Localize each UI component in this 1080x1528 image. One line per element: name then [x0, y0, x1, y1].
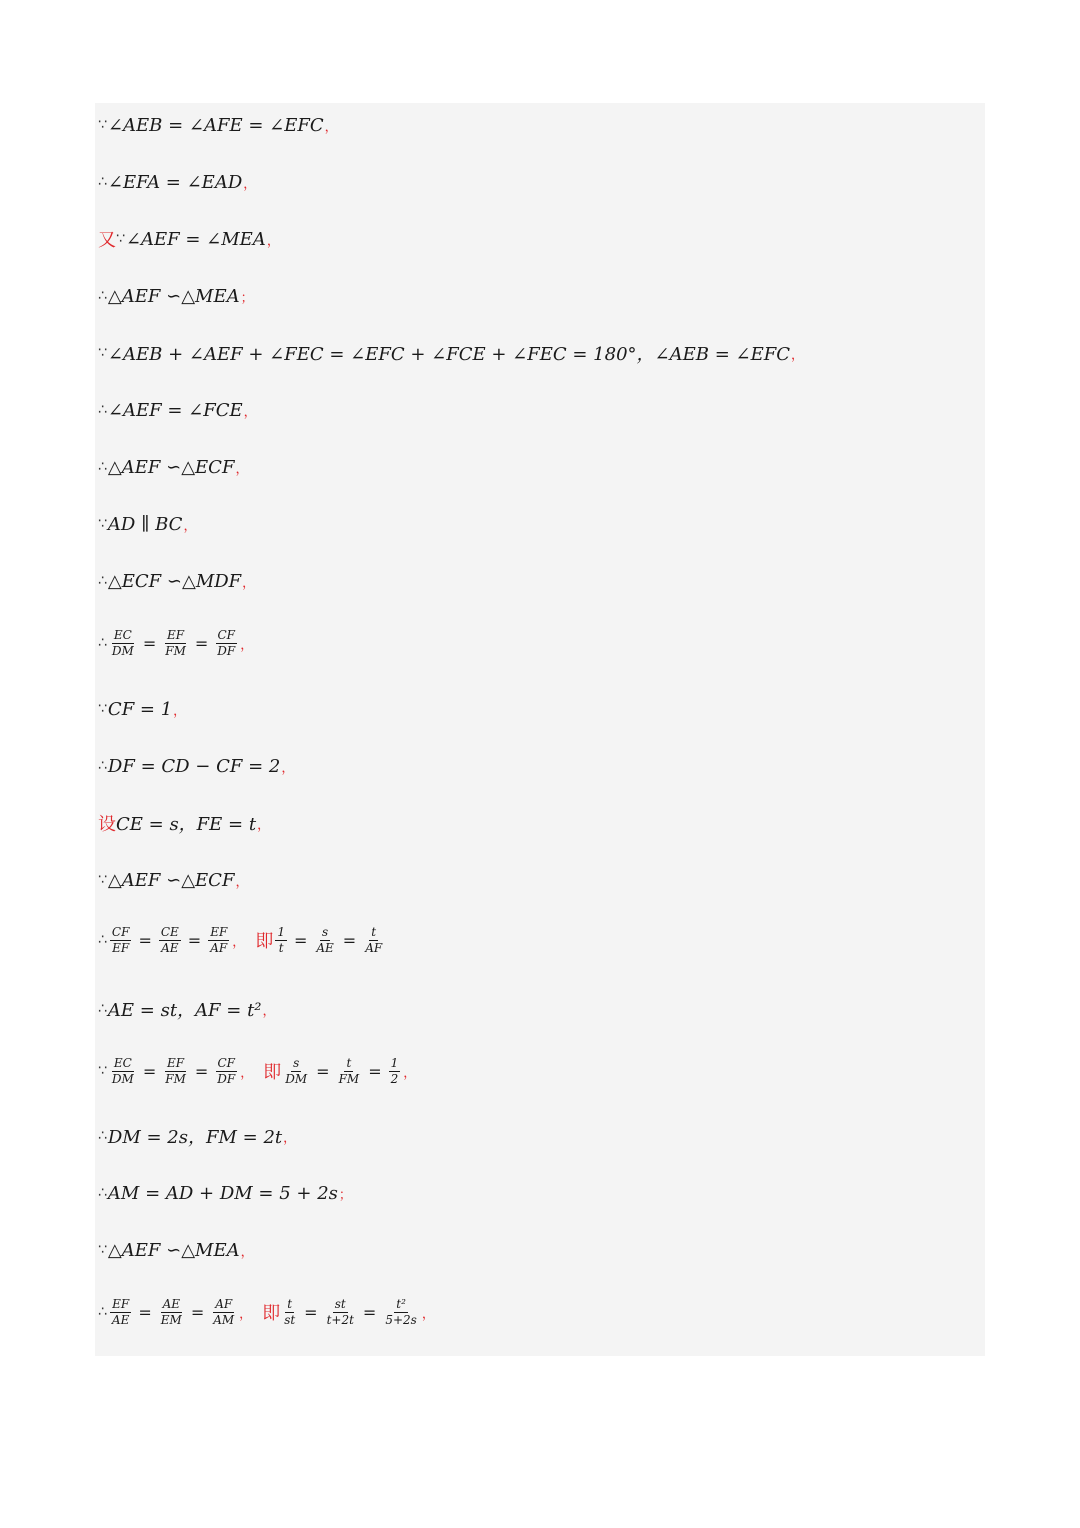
end-punctuation: ，: [283, 1130, 297, 1146]
step-label: 设: [98, 814, 116, 835]
fraction-numerator: EF: [167, 1055, 185, 1070]
logic-symbol: ∴: [98, 573, 107, 589]
fraction-denominator: DF: [217, 1071, 236, 1086]
math-expression: ∠AEB = ∠AFE = ∠EFC: [107, 114, 324, 136]
step-line: [98, 1235, 254, 1265]
equals-sign: =: [368, 1061, 382, 1081]
end-punctuation: ，: [266, 233, 280, 249]
fraction-denominator: AE: [111, 1312, 130, 1327]
fraction: [159, 926, 181, 954]
end-punctuation: ，: [183, 518, 197, 534]
fraction-numerator: t²: [396, 1296, 406, 1311]
equals-sign: =: [304, 1302, 318, 1322]
fraction-numerator: t: [371, 924, 377, 939]
step-line: [98, 224, 280, 254]
logic-symbol: ∵: [98, 1242, 107, 1258]
end-punctuation: ，: [281, 760, 295, 776]
logic-symbol: ∴: [98, 288, 107, 304]
logic-symbol: ∴: [98, 174, 107, 190]
equals-sign: =: [293, 930, 308, 950]
step-line: [98, 694, 186, 724]
fraction-denominator: EF: [112, 940, 130, 955]
fraction-numerator: 1: [277, 924, 285, 939]
fraction-numerator: t: [346, 1055, 352, 1070]
equals-sign: =: [187, 930, 202, 950]
step-line: [98, 751, 294, 781]
fraction: [337, 1057, 362, 1085]
fraction: [208, 926, 229, 954]
step-line: [98, 110, 338, 140]
fraction: [389, 1057, 401, 1085]
fraction: [282, 1298, 297, 1326]
fraction-denominator: DM: [285, 1071, 308, 1086]
fraction-denominator: FM: [165, 643, 186, 658]
end-punctuation: ，: [240, 1244, 254, 1260]
equals-sign: =: [142, 1061, 157, 1081]
fraction-numerator: EF: [167, 627, 185, 642]
math-expression: CE = s，FE = t: [116, 814, 257, 835]
fraction-numerator: s: [321, 924, 329, 939]
logic-symbol: ∴: [98, 1185, 107, 1201]
step-line: [98, 452, 248, 482]
fraction-denominator: t+2t: [326, 1312, 354, 1327]
math-expression: AD ∥ BC: [107, 513, 183, 535]
end-punctuation: ，: [790, 347, 804, 363]
math-expression: ∠EFA = ∠EAD: [107, 171, 243, 193]
fraction: [159, 1298, 184, 1326]
math-expression: △AEF ∽△MEA: [107, 285, 240, 307]
fraction-denominator: AM: [213, 1312, 235, 1327]
fraction-numerator: st: [334, 1296, 346, 1311]
math-expression: AE = st，AF = t²: [107, 1000, 262, 1021]
math-expression: ∠AEF = ∠FCE: [107, 399, 243, 421]
separator-comma: ，: [239, 1306, 253, 1322]
logic-symbol: ∵: [98, 701, 107, 717]
fraction: [283, 1057, 309, 1085]
math-expression: AM = AD + DM = 5 + 2s: [107, 1182, 338, 1204]
step-line: [98, 566, 255, 596]
logic-symbol: ∴: [98, 402, 107, 418]
math-expression: △AEF ∽△MEA: [107, 1239, 240, 1261]
step-line: [98, 808, 270, 838]
logic-symbol: ∵: [98, 516, 107, 532]
step-line: [98, 1178, 352, 1208]
fraction: [163, 629, 188, 657]
end-punctuation: ，: [421, 1306, 435, 1322]
separator-comma: ，: [232, 934, 246, 950]
fraction-denominator: 2: [390, 1071, 399, 1086]
end-punctuation: ，: [324, 119, 338, 135]
logic-symbol: ∵: [116, 231, 125, 247]
step-line: [98, 509, 196, 539]
math-expression: △ECF ∽△MDF: [107, 570, 242, 592]
fraction: [383, 1298, 418, 1326]
fraction-numerator: EF: [210, 924, 228, 939]
logic-symbol: ∴: [98, 635, 107, 651]
logic-symbol: ∴: [98, 1001, 107, 1017]
end-punctuation: ，: [257, 817, 271, 833]
step-label: 即: [255, 931, 274, 952]
equals-sign: =: [316, 1061, 330, 1081]
step-line: [98, 1297, 435, 1327]
fraction-numerator: EF: [112, 1296, 130, 1311]
math-expression: △AEF ∽△ECF: [107, 869, 235, 891]
equals-sign: =: [190, 1302, 205, 1322]
fraction-denominator: AE: [161, 940, 179, 955]
logic-symbol: ∵: [98, 117, 107, 133]
step-line: [98, 925, 386, 955]
math-expression: ∠AEB + ∠AEF + ∠FEC = ∠EFC + ∠FCE + ∠FEC = 180°，∠AEB = ∠EFC: [107, 344, 790, 365]
fraction-denominator: FM: [165, 1071, 186, 1086]
equals-sign: =: [342, 930, 357, 950]
equals-sign: =: [362, 1302, 377, 1322]
equals-sign: =: [194, 633, 209, 653]
end-punctuation: ，: [240, 637, 254, 653]
fraction-denominator: DM: [111, 1071, 134, 1086]
step-line: [98, 994, 276, 1024]
end-punctuation: ；: [240, 290, 254, 306]
fraction-denominator: 5+2s: [385, 1312, 417, 1327]
end-punctuation: ，: [173, 703, 187, 719]
fraction: [110, 926, 132, 954]
fraction-numerator: AE: [162, 1296, 180, 1311]
math-expression: CF = 1: [107, 698, 173, 720]
fraction-denominator: AE: [316, 940, 334, 955]
fraction-numerator: CF: [217, 1055, 236, 1070]
fraction-numerator: CE: [160, 924, 179, 939]
logic-symbol: ∵: [98, 345, 107, 361]
step-label: 又: [98, 230, 116, 251]
fraction: [215, 1057, 237, 1085]
fraction: [325, 1298, 356, 1326]
step-line: [98, 281, 254, 311]
step-line: [98, 1056, 416, 1086]
fraction: [275, 926, 287, 954]
fraction: [215, 629, 237, 657]
fraction: [110, 1057, 136, 1085]
logic-symbol: ∴: [98, 932, 107, 948]
fraction-numerator: AF: [215, 1296, 233, 1311]
logic-symbol: ∴: [98, 1304, 107, 1320]
end-punctuation: ，: [243, 176, 257, 192]
step-line: [98, 628, 253, 658]
end-punctuation: ，: [242, 575, 256, 591]
fraction-numerator: EC: [113, 1055, 132, 1070]
end-punctuation: ，: [235, 461, 249, 477]
fraction-denominator: AF: [365, 940, 383, 955]
fraction-numerator: CF: [217, 627, 236, 642]
fraction-numerator: t: [287, 1296, 293, 1311]
fraction-denominator: FM: [338, 1071, 360, 1086]
separator-comma: ，: [240, 1065, 254, 1081]
math-expression: DF = CD − CF = 2: [107, 755, 281, 777]
step-line: [98, 1121, 296, 1151]
step-line: [98, 338, 804, 368]
equals-sign: =: [194, 1061, 209, 1081]
end-punctuation: ，: [235, 874, 249, 890]
end-punctuation: ，: [243, 404, 257, 420]
fraction-numerator: s: [293, 1055, 300, 1070]
math-expression: ∠AEF = ∠MEA: [125, 228, 266, 250]
step-label: 即: [263, 1062, 282, 1083]
math-expression: DM = 2s，FM = 2t: [107, 1127, 283, 1148]
fraction-denominator: st: [284, 1312, 296, 1327]
fraction-denominator: AF: [210, 940, 228, 955]
end-punctuation: ，: [262, 1003, 276, 1019]
math-expression: △AEF ∽△ECF: [107, 456, 235, 478]
equals-sign: =: [142, 633, 157, 653]
logic-symbol: ∴: [98, 1128, 107, 1144]
step-label: 即: [262, 1303, 281, 1324]
step-line: [98, 167, 256, 197]
fraction: [110, 629, 136, 657]
step-line: [98, 865, 248, 895]
end-punctuation: ；: [338, 1187, 352, 1203]
fraction-numerator: CF: [111, 924, 130, 939]
fraction-denominator: EM: [160, 1312, 182, 1327]
logic-symbol: ∴: [98, 459, 107, 475]
fraction-denominator: DF: [217, 643, 236, 658]
logic-symbol: ∵: [98, 1063, 107, 1079]
step-line: [98, 395, 257, 425]
logic-symbol: ∴: [98, 758, 107, 774]
fraction: [211, 1298, 236, 1326]
equals-sign: =: [138, 1302, 152, 1322]
fraction-numerator: EC: [113, 627, 132, 642]
equals-sign: =: [138, 930, 152, 950]
fraction-denominator: t: [278, 940, 284, 955]
fraction-denominator: DM: [111, 643, 134, 658]
fraction: [110, 1298, 131, 1326]
fraction: [163, 1057, 188, 1085]
fraction-numerator: 1: [390, 1055, 399, 1070]
fraction: [314, 926, 335, 954]
fraction: [363, 926, 384, 954]
logic-symbol: ∵: [98, 872, 107, 888]
end-punctuation: ，: [403, 1065, 417, 1081]
